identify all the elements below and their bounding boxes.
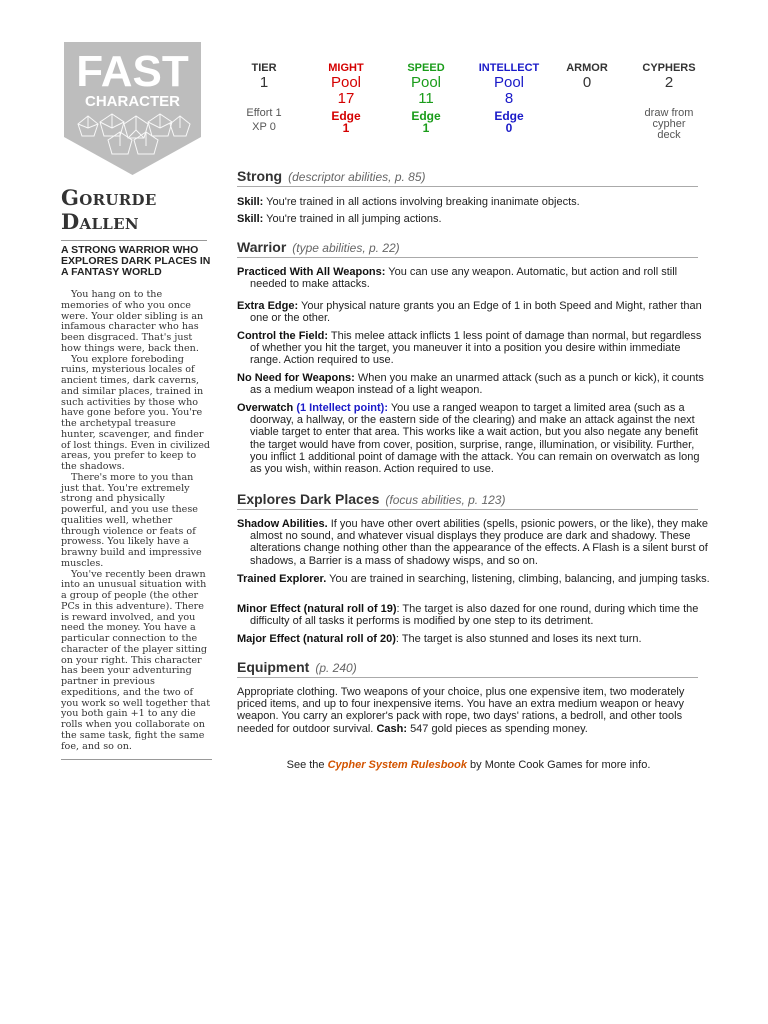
logo-text-fast: FAST: [76, 47, 189, 96]
speed-label: SPEED: [407, 62, 445, 74]
section-heading-equipment: [237, 659, 357, 675]
ability-entry: [237, 518, 713, 567]
might-edge-label: Edge: [331, 109, 361, 123]
ability-label: Shadow Abilities.: [237, 518, 328, 530]
might-pool-value: 17: [337, 90, 355, 107]
cash-label: Cash:: [376, 722, 407, 735]
ability-text: You're trained in all jumping actions.: [266, 213, 442, 225]
ability-text: You are trained in searching, listening, climbing, balancing, and jumping tasks.: [329, 573, 710, 585]
ability-entry: [237, 300, 713, 324]
ability-entry: [237, 633, 713, 645]
ability-entry: [237, 402, 713, 475]
ability-label: Trained Explorer.: [237, 573, 327, 585]
ability-label: No Need for Weapons:: [237, 372, 355, 384]
section-divider: [237, 186, 698, 187]
ability-label: Skill:: [237, 196, 264, 208]
footer-text-before: See the: [286, 759, 325, 771]
stat-tier: [234, 62, 294, 133]
rulebook-link[interactable]: Cypher System Rulesbook: [327, 759, 467, 771]
name-divider: [61, 240, 207, 241]
ability-text: If you have other overt abilities (spells, psionic powers, or the like), they make almost no sound, and whatever visual displays they produce are dark and shadowy. These alterations change nothing other than the appearance of the effects. A Flash is a silent burst of shadows, a Barrier is a mass of shadowy wisps, and so on.: [250, 518, 708, 567]
section-ref: (type abilities, p. 22): [292, 241, 400, 255]
section-divider: [237, 509, 698, 510]
might-pool-label: Pool: [330, 74, 362, 91]
ability-text: You're trained in all actions involving breaking inanimate objects.: [266, 196, 580, 208]
ability-entry: [237, 330, 713, 367]
character-sentence: A STRONG WARRIOR WHO EXPLORES DARK PLACES IN A FANTASY WORLD: [61, 244, 211, 278]
intellect-edge-label: Edge: [494, 109, 524, 123]
ability-label: Overwatch: [237, 402, 294, 414]
section-heading-explores-dark-places: [237, 491, 505, 507]
intellect-pool-label: Pool: [493, 74, 525, 91]
ability-label: Control the Field:: [237, 330, 329, 342]
story-paragraph: There's more to you than just that. You're extremely strong and physically powerful, and you use these qualities well, whether through violence or feats of prowess. You likely have a brawny build and impressive muscles.: [61, 471, 202, 569]
speed-edge-value: 1: [422, 121, 430, 135]
ability-label: Minor Effect (natural roll of 19): [237, 603, 397, 615]
footer-text-after: by Monte Cook Games for more info.: [470, 759, 651, 771]
ability-text: : The target is also dazed for one round, during which time the difficulty of all tasks it performs is modified by one step to its detriment.: [250, 603, 699, 628]
ability-label: Practiced With All Weapons:: [237, 266, 386, 278]
stat-armor: [557, 62, 617, 91]
stat-cyphers: [636, 62, 702, 141]
stat-speed: [395, 62, 457, 134]
speed-pool-label: Pool: [410, 74, 442, 91]
section-ref: (descriptor abilities, p. 85): [288, 170, 426, 184]
ability-cost: (1 Intellect point):: [296, 402, 388, 414]
intellect-pool-value: 8: [504, 90, 514, 107]
intellect-edge-value: 0: [505, 121, 513, 135]
effort-value: Effort 1: [246, 107, 282, 119]
might-label: MIGHT: [328, 62, 364, 74]
section-heading-strong: [237, 168, 426, 184]
section-title: Warrior: [237, 239, 287, 255]
story-paragraph: You explore foreboding ruins, mysterious locales of ancient times, dark caverns, and similar places, trained in such activities by those who have gone before you. You're the archetypal treasure hunter, scavenger, and finder of lost things. Even in civilized areas, you prefer to keep to the shadows.: [61, 353, 211, 472]
story-paragraph: You've recently been drawn into an unusual situation with a group of people (the other PCs in this adventure). There is reward involved, and you need the money. You have a particular connection to the character of the player sitting on your right. This character has been your adventuring partner in previous expeditions, and the two of you work so well together that you both gain +1 to any die rolls when you collaborate on the same task, fight the same foe, and so on.: [61, 568, 211, 752]
character-story: [61, 290, 213, 752]
ability-label: Extra Edge:: [237, 300, 299, 312]
character-name: [61, 186, 211, 234]
equipment-text: [237, 686, 700, 735]
armor-value: 0: [582, 74, 592, 91]
ability-text: Your physical nature grants you an Edge of 1 in both Speed and Might, rather than one or the other.: [250, 300, 702, 325]
logo-text-character: CHARACTER: [85, 93, 180, 110]
character-name-line1: Gorurde: [61, 185, 157, 210]
ability-entry: [237, 266, 713, 290]
cyphers-label: CYPHERS: [642, 62, 696, 74]
story-paragraph: You hang on to the memories of who you once were. Your older sibling is an infamous character who has been disgraced. That's just how things were, back then.: [61, 289, 204, 354]
footer-note: [237, 759, 700, 771]
equipment-description: Appropriate clothing. Two weapons of your choice, plus one expensive item, two moderately priced items, and up to four inexpensive items. You have an extra medium weapon or heavy weapon. You carry an explorer's pack with rope, two days' rations, a bedroll, and other tools needed for outdoor survival.: [237, 686, 685, 735]
speed-edge-label: Edge: [411, 109, 441, 123]
ability-entry: [237, 213, 700, 225]
section-ref: (focus abilities, p. 123): [385, 493, 506, 507]
ability-entry: [237, 573, 713, 585]
section-divider: [237, 257, 698, 258]
ability-text: When you make an unarmed attack (such as a punch or kick), it counts as a medium weapon instead of a light weapon.: [250, 372, 704, 397]
section-heading-warrior: [237, 239, 400, 255]
cyphers-value: 2: [664, 74, 674, 91]
tier-label: TIER: [251, 62, 277, 74]
cyphers-note: draw from cypher deck: [644, 107, 694, 141]
ability-text: : The target is also stunned and loses its next turn.: [395, 633, 642, 645]
story-bottom-divider: [61, 759, 212, 760]
cash-value: 547 gold pieces as spending money.: [410, 722, 588, 735]
ability-text: You can use any weapon. Automatic, but action and roll still needed to make attacks.: [250, 266, 678, 291]
ability-entry: [237, 372, 713, 396]
section-divider: [237, 677, 698, 678]
ability-entry: [237, 196, 700, 208]
character-name-line2: Dallen: [61, 209, 139, 234]
stat-intellect: [473, 62, 545, 134]
armor-label: ARMOR: [566, 62, 608, 74]
xp-value: XP 0: [252, 121, 276, 133]
speed-pool-value: 11: [418, 90, 434, 107]
tier-value: 1: [259, 74, 269, 91]
fast-character-logo: [64, 42, 201, 175]
ability-entry: [237, 603, 713, 627]
ability-text: This melee attack inflicts 1 less point of damage than normal, but regardless of whether you hit the target, you maneuver it into a position you desire within immediate range. Action required to use.: [250, 330, 702, 367]
might-edge-value: 1: [342, 121, 350, 135]
intellect-label: INTELLECT: [478, 62, 540, 74]
section-title: Explores Dark Places: [237, 491, 380, 507]
ability-label: Major Effect (natural roll of 20): [237, 633, 396, 645]
stat-might: [315, 62, 377, 134]
section-ref: (p. 240): [315, 661, 357, 675]
section-title: Equipment: [237, 659, 310, 675]
ability-label: Skill:: [237, 213, 264, 225]
ability-text: You use a ranged weapon to target a limited area (such as a doorway, a hallway, or the eastern side of the clearing) and make an attack against the next viable target to enter that area. This works like a wait action, but you also negate any benefit the target would have from cover, position, surprise, range, illumination, or visibility. Further, you inflict 1 additional point of damage with the attack. You can remain on overwatch as long as you wish, within reason. Action required to use.: [250, 402, 700, 476]
section-title: Strong: [237, 168, 283, 184]
